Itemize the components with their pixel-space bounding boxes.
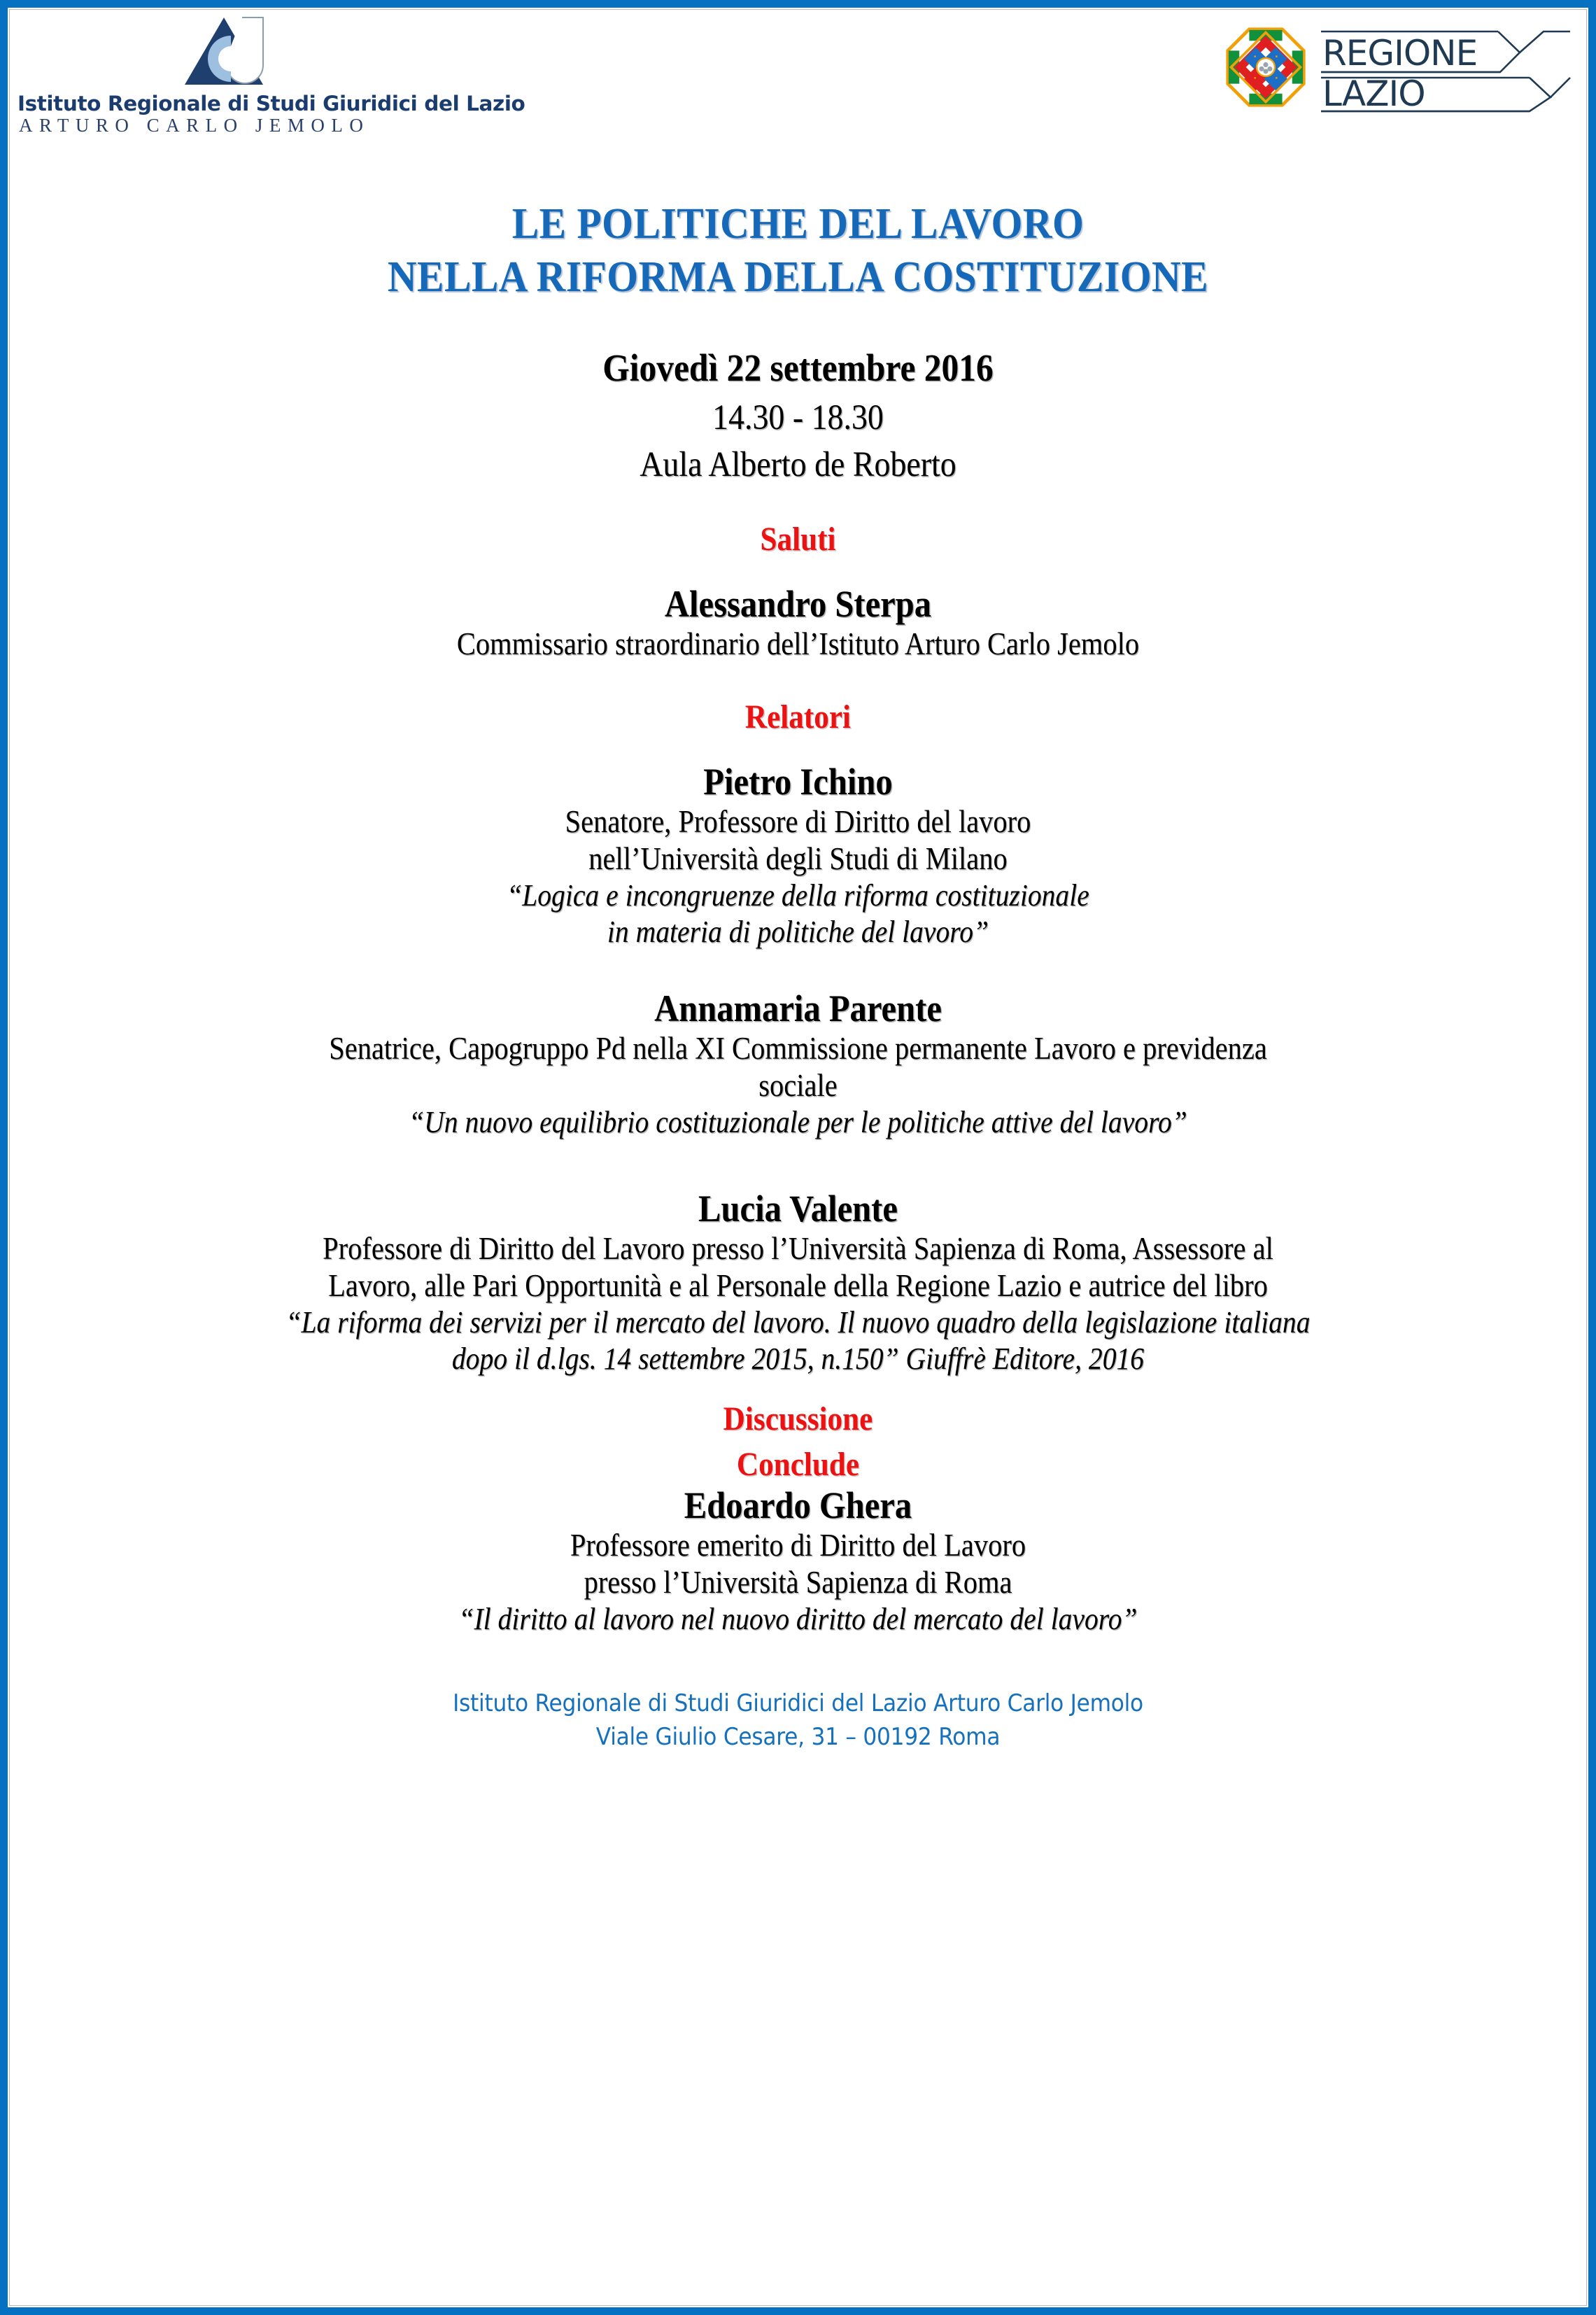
poster-content: [8, 8, 1588, 2307]
speaker-block: [50, 760, 1546, 950]
aj-monogram-icon: [181, 15, 285, 92]
header: [9, 9, 1587, 160]
section-heading-relatori: Relatori: [744, 698, 852, 736]
closing-speaker-role-line: presso l’Università Sapienza di Roma: [584, 1564, 1012, 1600]
lazio-label: LAZIO: [1322, 73, 1425, 114]
speaker-role-line: Lavoro, alle Pari Opportunità e al Personale della Regione Lazio e autrice del libro: [328, 1268, 1268, 1304]
event-time: 14.30 - 18.30: [712, 397, 884, 437]
speaker-name: Lucia Valente: [698, 1188, 898, 1230]
speaker-role-line: Professore di Diritto del Lavoro presso l’Università Sapienza di Roma, Assessore al: [323, 1231, 1273, 1267]
closing-speaker-talk-line: “Il diritto al lavoro nel nuovo diritto del mercato del lavoro”: [458, 1602, 1138, 1636]
regione-lazio-coat-of-arms-icon: [1224, 26, 1307, 108]
speaker-block: [50, 987, 1546, 1141]
jemolo-logo: [16, 15, 525, 136]
speaker-talk-line: dopo il d.lgs. 14 settembre 2015, n.150” Giuffrè Editore, 2016: [451, 1342, 1145, 1377]
page-title: [102, 198, 1494, 304]
speaker-role-line: nell’Università degli Studi di Milano: [588, 840, 1008, 876]
greeting-speaker-role: Commissario straordinario dell’Istituto Arturo Carlo Jemolo: [456, 626, 1140, 661]
section-heading-saluti: Saluti: [760, 520, 836, 558]
footer-institution: Istituto Regionale di Studi Giuridici del Lazio Arturo Carlo Jemolo: [453, 1689, 1143, 1717]
event-venue: Aula Alberto de Roberto: [640, 444, 956, 484]
speaker-role-line: Senatrice, Capogruppo Pd nella XI Commissione permanente Lavoro e previdenza: [329, 1030, 1267, 1066]
closing-speaker-role-line: Professore emerito di Diritto del Lavoro: [570, 1527, 1026, 1563]
jemolo-logo-name: Istituto Regionale di Studi Giuridici del Lazio: [17, 92, 525, 115]
section-heading-conclude: Conclude: [736, 1445, 860, 1483]
speaker-name: Annamaria Parente: [654, 987, 942, 1029]
speaker-talk-line: in materia di politiche del lavoro”: [607, 914, 989, 949]
speaker-talk-line: “La riforma dei servizi per il mercato del lavoro. Il nuovo quadro della legislazione italiana: [285, 1305, 1311, 1340]
regione-lazio-wordmark: [1320, 22, 1572, 113]
speaker-block: [50, 1187, 1546, 1377]
regione-label: REGIONE: [1322, 33, 1478, 73]
closing-speaker-block: [50, 1484, 1546, 1638]
page-title-line-1: LE POLITICHE DEL LAVORO: [511, 200, 1085, 248]
speaker-role-line: sociale: [758, 1068, 838, 1104]
footer-address: Viale Giulio Cesare, 31 – 00192 Roma: [595, 1723, 1001, 1752]
closing-speaker-name: Edoardo Ghera: [684, 1484, 912, 1526]
speaker-talk-line: “Logica e incongruenze della riforma costituzionale: [507, 878, 1089, 913]
regione-lazio-logo: [1224, 22, 1572, 113]
speaker-talk-line: “Un nuovo equilibrio costituzionale per le politiche attive del lavoro”: [409, 1105, 1187, 1140]
speaker-role-line: Senatore, Professore di Diritto del lavoro: [565, 803, 1031, 839]
poster-body: [9, 198, 1587, 1754]
section-heading-discussione: Discussione: [723, 1400, 873, 1438]
speaker-name: Pietro Ichino: [703, 760, 893, 803]
page-title-line-2: NELLA RIFORMA DELLA COSTITUZIONE: [387, 253, 1209, 301]
greeting-speaker-name: Alessandro Sterpa: [664, 582, 932, 625]
event-date: Giovedì 22 settembre 2016: [602, 346, 994, 390]
footer: [110, 1687, 1487, 1754]
jemolo-logo-subname: ARTURO CARLO JEMOLO: [19, 114, 370, 136]
